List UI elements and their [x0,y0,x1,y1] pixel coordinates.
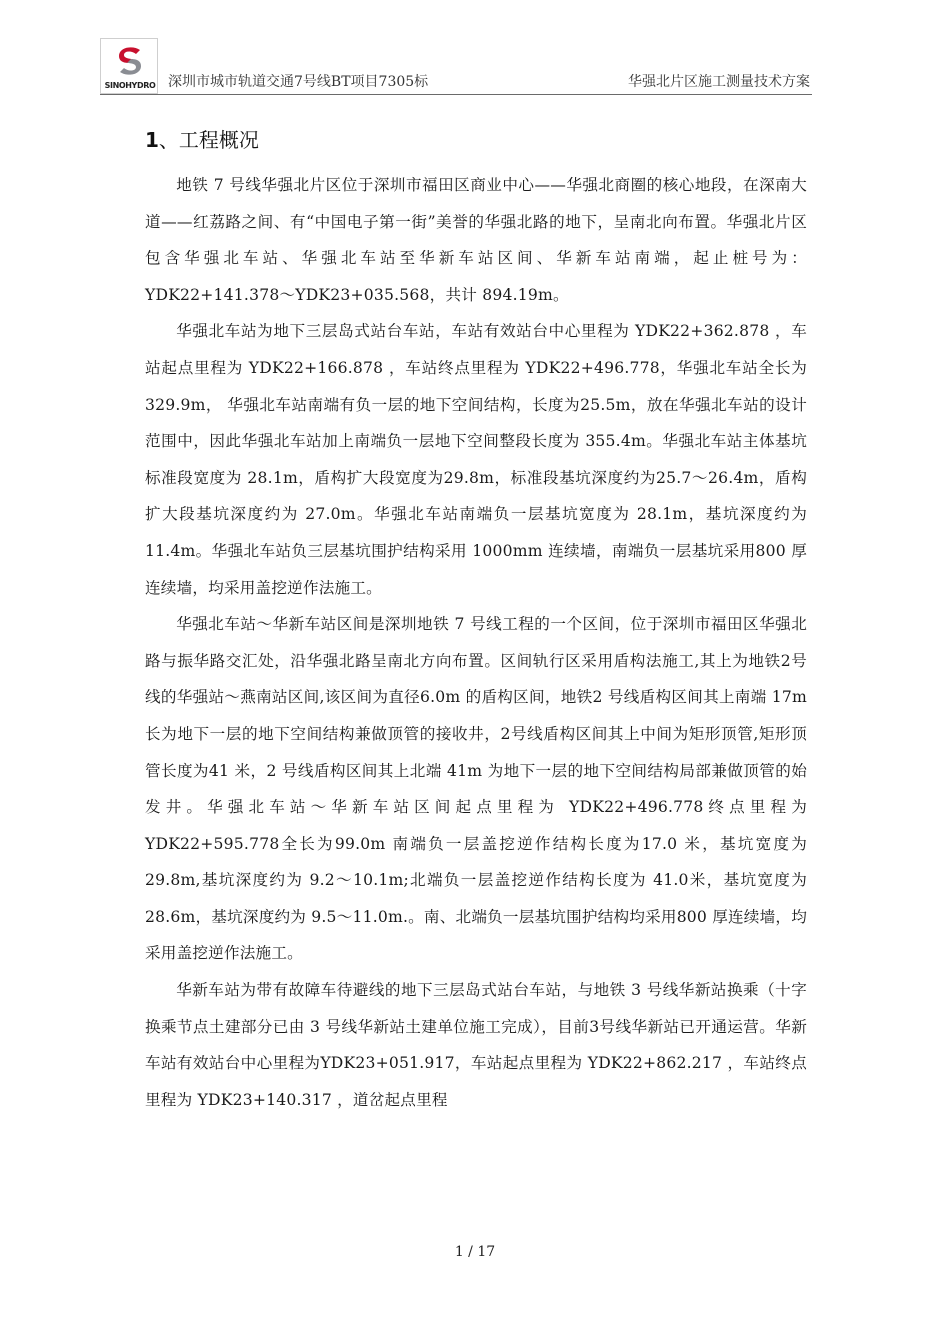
section-heading [145,124,259,153]
header-divider [100,94,812,95]
paragraph: 华新车站为带有故障车待避线的地下三层岛式站台车站，与地铁 3 号线华新站换乘（十字换乘节点土建部分已由 3 号线华新站土建单位施工完成），目前3号线华新站已开通运营。华新车站有效站台中心里程为YDK23+051.917，车站起点里程为 YDK22+862.217 ，车站终点里程为 YDK23+140.317 ，道岔起点里程 [145,981,807,1109]
logo-text: SINOHYDRO [104,81,156,90]
paragraph: 华强北车站为地下三层岛式站台车站，车站有效站台中心里程为 YDK22+362.878 ，车站起点里程为 YDK22+166.878 ，车站终点里程为 YDK22+496.778，华强北车站全长为 329.9m， 华强北车站南端有负一层的地下空间结构，长度为25.5m，放在华强北车站的设计范围中，因此华强北车站加上南端负一层地下空间整段长度为 355.4m。华强北车站主体基坑标准段宽度为 28.1m，盾构扩大段宽度为29.8m，标准段基坑深度约为25.7～26.4m，盾构扩大段基坑深度约为 27.0m。华强北车站南端负一层基坑宽度为 28.1m，基坑深度约为 11.4m。华强北车站负三层基坑围护结构采用 1000mm 连续墙，南端负一层基坑采用800 厚连续墙，均采用盖挖逆作法施工。 [145,322,807,597]
section-number: 1 [145,128,159,152]
paragraph: 华强北车站～华新车站区间是深圳地铁 7 号线工程的一个区间，位于深圳市福田区华强北路与振华路交汇处，沿华强北路呈南北方向布置。区间轨行区采用盾构法施工,其上为地铁2号线的华强站～燕南站区间,该区间为直径6.0m 的盾构区间，地铁2 号线盾构区间其上南端 17m 长为地下一层的地下空间结构兼做顶管的接收井，2号线盾构区间其上中间为矩形顶管,矩形顶管长度为41 米，2 号线盾构区间其上北端 41m 为地下一层的地下空间结构局部兼做顶管的始发井。华强北车站～华新车站区间起点里程为 YDK22+496.778终点里程为YDK22+595.778全长为99.0m 南端负一层盖挖逆作结构长度为17.0 米，基坑宽度为 29.8m,基坑深度约为 9.2～10.1m;北端负一层盖挖逆作结构长度为 41.0米，基坑宽度为 28.6m，基坑深度约为 9.5～11.0m.。南、北端负一层基坑围护结构均采用800 厚连续墙，均采用盖挖逆作法施工。 [145,615,807,963]
logo-mark-icon [115,44,145,78]
section-separator: 、 [158,128,179,152]
sinohydro-logo [100,38,158,94]
body-text [145,167,807,1118]
section-title: 工程概况 [178,128,259,152]
project-name: 深圳市城市轨道交通7号线BT项目7305标 [168,74,429,90]
paragraph: 地铁 7 号线华强北片区位于深圳市福田区商业中心——华强北商圈的核心地段，在深南大道——红荔路之间、有“中国电子第一街”美誉的华强北路的地下，呈南北向布置。华强北片区包含华强北车站、华强北车站至华新车站区间、华新车站南端，起止桩号为：YDK22+141.378～YDK23+035.568，共计 894.19m。 [145,176,807,304]
page-number: 1 / 17 [454,1244,496,1260]
page-header [100,38,810,96]
document-title: 华强北片区施工测量技术方案 [628,74,810,90]
